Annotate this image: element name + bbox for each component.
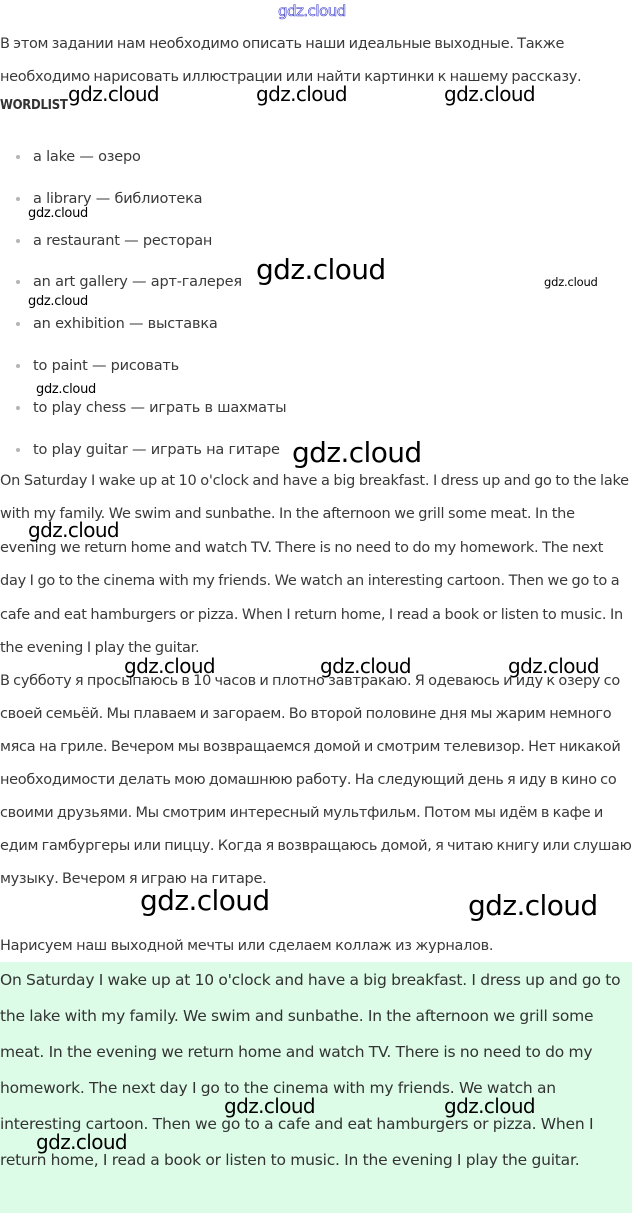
bullet-icon [16, 239, 20, 243]
list-item [0, 305, 286, 347]
site-logo: gdz.cloud [278, 2, 346, 20]
watermark: gdz.cloud [444, 82, 536, 106]
wordlist-item-text: to paint — рисовать [33, 357, 179, 374]
watermark: gdz.cloud [36, 382, 96, 397]
bullet-icon [16, 322, 20, 326]
watermark: gdz.cloud [36, 1130, 128, 1154]
wordlist-item-text: a lake — озеро [33, 149, 141, 165]
wordlist-item-text: to play chess — играть в шахматы [33, 399, 287, 416]
bullet-icon [16, 448, 20, 452]
wordlist-item-text: a restaurant — ресторан [33, 232, 213, 249]
answer-text: On Saturday I wake up at 10 o'clock and have a big breakfast. I dress up and go to the lake with my family. We swim and sunbathe. In the afternoon we grill some meat. In the evening we return home and watch TV. There is no need to do my homework. The next day I go to the cinema with my friends. We watch an interesting cartoon. Then we go to a cafe and eat hamburgers or pizza. When I return home, I read a book or listen to music. In the evening I play the guitar. [0, 971, 621, 1169]
watermark: gdz.cloud [508, 654, 600, 678]
wordlist-item-text: an exhibition — выставка [33, 316, 218, 333]
watermark: gdz.cloud [256, 82, 348, 106]
list-item [0, 222, 286, 264]
watermark: gdz.cloud [320, 654, 412, 678]
watermark: gdz.cloud [28, 294, 88, 309]
bullet-icon [16, 406, 20, 410]
intro-paragraph: В этом задании нам необходимо описать наши идеальные выходные. Также необходимо нарисовать иллюстрации или найти картинки к нашему рассказу. [0, 36, 582, 85]
wordlist-item-text: a library — библиотека [33, 190, 203, 207]
watermark: gdz.cloud [544, 275, 598, 289]
watermark: gdz.cloud [28, 518, 120, 542]
watermark: gdz.cloud [28, 206, 88, 221]
bullet-icon [16, 280, 20, 284]
bullet-icon [16, 197, 20, 201]
bullet-icon [16, 155, 20, 159]
story-russian: В субботу я просыпаюсь в 10 часов и плотно завтракаю. Я одеваюсь и иду к озеру со своей семьёй. Мы плаваем и загораем. Во второй половине дня мы жарим немного мяса на гриле. Вечером мы возвращаемся домой и смотрим телевизор. Нет никакой необходимости делать мою домашнюю работу. На следующий день я иду в кино со своими друзьями. Мы смотрим интересный мультфильм. Потом мы идём в кафе и едим гамбургеры или пиццу. Когда я возвращаюсь домой, я читаю книгу или слушаю музыку. Вечером я играю на гитаре. [0, 673, 632, 887]
story-english: On Saturday I wake up at 10 o'clock and have a big breakfast. I dress up and go to the lake with my family. We swim and sunbathe. In the afternoon we grill some meat. In the evening we return home and watch TV. There is no need to do my homework. The next day I go to the cinema with my friends. We watch an interesting cartoon. Then we go to a cafe and eat hamburgers or pizza. When I return home, I read a book or listen to music. In the evening I play the guitar. [0, 473, 629, 657]
watermark: gdz.cloud [292, 436, 422, 469]
list-item [0, 138, 286, 180]
watermark: gdz.cloud [468, 889, 598, 922]
wordlist-heading: WORDLIST [0, 98, 68, 113]
wordlist-item-text: an art gallery — арт-галерея [33, 274, 242, 291]
bullet-icon [16, 364, 20, 368]
task-instruction: Нарисуем наш выходной мечты или сделаем коллаж из журналов. [0, 938, 494, 954]
watermark: gdz.cloud [140, 884, 270, 917]
watermark: gdz.cloud [224, 1094, 316, 1118]
watermark: gdz.cloud [68, 82, 160, 106]
wordlist-item-text: to play guitar — играть на гитаре [33, 441, 280, 458]
watermark: gdz.cloud [256, 253, 386, 286]
watermark: gdz.cloud [124, 654, 216, 678]
watermark: gdz.cloud [444, 1094, 536, 1118]
